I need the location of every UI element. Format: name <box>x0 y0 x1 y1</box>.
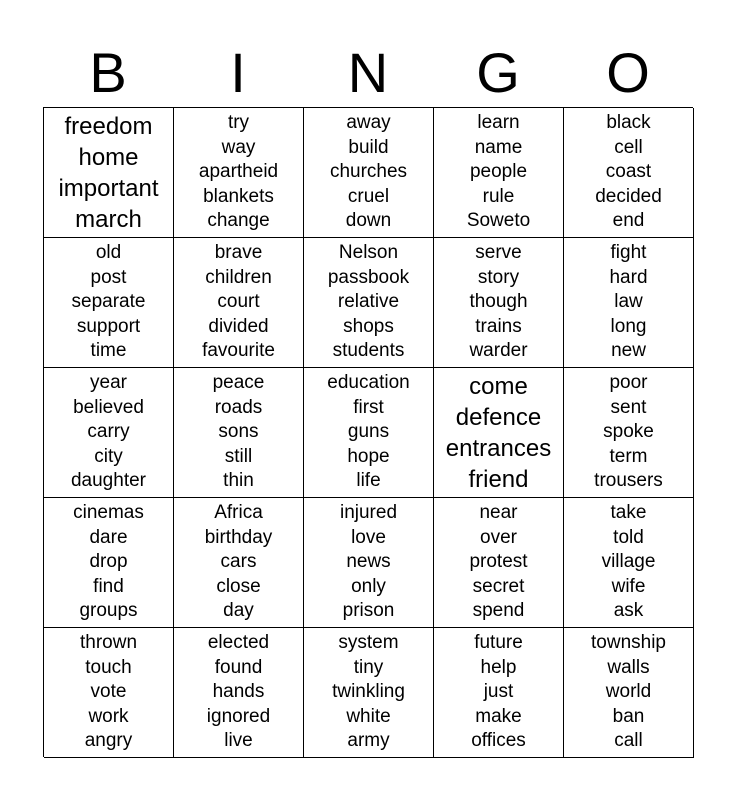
cell-word: first <box>353 396 384 418</box>
bingo-cell-r2-c2 <box>174 238 304 368</box>
bingo-cell-r5-c1 <box>44 628 174 758</box>
cell-word: city <box>94 445 123 467</box>
cell-word: daughter <box>70 470 146 492</box>
cell-word: favourite <box>202 340 275 362</box>
cell-word: offices <box>471 730 526 752</box>
cell-word: Soweto <box>466 210 531 232</box>
cell-word: name <box>474 136 523 158</box>
cell-word: guns <box>347 421 390 443</box>
cell-word: township <box>591 632 666 654</box>
bingo-cell-r5-c4 <box>434 628 564 758</box>
cell-word: serve <box>475 242 522 264</box>
bingo-cell-r4-c3 <box>304 498 434 628</box>
cell-word: try <box>227 112 250 134</box>
cell-word: poor <box>609 372 648 394</box>
cell-word: cell <box>614 136 643 158</box>
cell-word: take <box>610 502 647 524</box>
cell-word: separate <box>71 291 146 313</box>
bingo-cell-r3-c5 <box>564 368 694 498</box>
header-letter-o: O <box>606 41 650 104</box>
cell-word: blankets <box>203 185 274 207</box>
cell-word: believed <box>73 396 144 418</box>
cell-word: sent <box>610 396 647 418</box>
cell-word: life <box>356 470 381 492</box>
cell-word: touch <box>85 656 132 678</box>
cell-word: spend <box>472 600 525 622</box>
cell-word: shops <box>343 315 394 337</box>
cell-word: carry <box>87 421 130 443</box>
cell-word: come <box>469 372 528 400</box>
cell-word: apartheid <box>198 161 279 183</box>
cell-word: black <box>606 112 651 134</box>
cell-word: twinkling <box>332 681 405 703</box>
cell-word: new <box>611 340 646 362</box>
cell-word: hope <box>347 445 390 467</box>
cell-word: decided <box>595 185 662 207</box>
cell-word: live <box>224 730 253 752</box>
cell-word: friend <box>468 465 529 493</box>
bingo-cell-r3-c3 <box>304 368 434 498</box>
cell-word: spoke <box>603 421 654 443</box>
cell-word: future <box>474 632 523 654</box>
cell-word: make <box>475 705 522 727</box>
cell-word: ban <box>612 705 645 727</box>
cell-word: ask <box>613 600 644 622</box>
cell-word: support <box>76 315 141 337</box>
cell-word: told <box>613 526 644 548</box>
cell-word: drop <box>89 551 128 573</box>
cell-word: prison <box>342 600 395 622</box>
cell-word: hard <box>609 266 648 288</box>
bingo-header <box>43 40 693 106</box>
cell-word: important <box>58 174 159 202</box>
cell-word: freedom <box>64 112 153 140</box>
cell-word: trains <box>475 315 522 337</box>
cell-word: close <box>216 575 261 597</box>
cell-word: sons <box>218 421 259 443</box>
cell-word: roads <box>214 396 263 418</box>
cell-word: day <box>223 600 254 622</box>
cell-word: though <box>469 291 528 313</box>
cell-word: angry <box>84 730 133 752</box>
bingo-cell-r1-c4 <box>434 108 564 238</box>
cell-word: ignored <box>206 705 271 727</box>
bingo-cell-r4-c1 <box>44 498 174 628</box>
cell-word: passbook <box>327 266 410 288</box>
cell-word: near <box>479 502 518 524</box>
cell-word: wife <box>611 575 646 597</box>
cell-word: court <box>217 291 260 313</box>
cell-word: brave <box>214 242 263 264</box>
cell-word: build <box>348 136 389 158</box>
cell-word: defence <box>455 403 542 431</box>
cell-word: students <box>332 340 405 362</box>
cell-word: story <box>477 266 520 288</box>
cell-word: Africa <box>214 502 263 524</box>
cell-word: law <box>614 291 643 313</box>
cell-word: only <box>351 575 386 597</box>
cell-word: found <box>214 656 263 678</box>
cell-word: call <box>614 730 643 752</box>
cell-word: trousers <box>594 470 663 492</box>
bingo-cell-r1-c1 <box>44 108 174 238</box>
cell-word: children <box>205 266 272 288</box>
cell-word: thrown <box>79 632 138 654</box>
cell-word: away <box>346 112 391 134</box>
cell-word: news <box>346 551 391 573</box>
cell-word: world <box>605 681 652 703</box>
bingo-cell-r1-c5 <box>564 108 694 238</box>
cell-word: home <box>78 143 139 171</box>
cell-word: vote <box>90 681 127 703</box>
cell-word: cruel <box>347 185 390 207</box>
cell-word: tiny <box>353 656 384 678</box>
cell-word: find <box>93 575 124 597</box>
cell-word: just <box>483 681 514 703</box>
cell-word: village <box>601 551 656 573</box>
bingo-cell-r4-c4 <box>434 498 564 628</box>
cell-word: rule <box>482 185 515 207</box>
cell-word: long <box>610 315 647 337</box>
cell-word: old <box>95 242 122 264</box>
header-letter-g: G <box>476 41 520 104</box>
cell-word: cinemas <box>73 502 144 524</box>
bingo-card-grid <box>43 107 693 757</box>
cell-word: learn <box>477 112 520 134</box>
bingo-cell-r5-c5 <box>564 628 694 758</box>
cell-word: system <box>338 632 399 654</box>
bingo-cell-r2-c4 <box>434 238 564 368</box>
cell-word: post <box>90 266 127 288</box>
cell-word: thin <box>223 470 254 492</box>
cell-word: end <box>612 210 645 232</box>
bingo-cell-r3-c2 <box>174 368 304 498</box>
cell-word: march <box>75 205 142 233</box>
cell-word: walls <box>607 656 650 678</box>
bingo-cell-r2-c3 <box>304 238 434 368</box>
bingo-cell-r2-c5 <box>564 238 694 368</box>
cell-word: peace <box>212 372 265 394</box>
cell-word: fight <box>610 242 647 264</box>
cell-word: term <box>609 445 648 467</box>
header-letter-b: B <box>89 41 127 104</box>
cell-word: injured <box>339 502 398 524</box>
bingo-cell-r4-c5 <box>564 498 694 628</box>
cell-word: secret <box>472 575 525 597</box>
cell-word: relative <box>337 291 400 313</box>
cell-word: work <box>88 705 129 727</box>
bingo-cell-r5-c2 <box>174 628 304 758</box>
cell-word: birthday <box>204 526 273 548</box>
cell-word: groups <box>79 600 138 622</box>
cell-word: hands <box>212 681 265 703</box>
cell-word: divided <box>208 315 269 337</box>
cell-word: coast <box>605 161 652 183</box>
cell-word: education <box>327 372 410 394</box>
cell-word: time <box>90 340 127 362</box>
bingo-cell-r5-c3 <box>304 628 434 758</box>
bingo-cell-r3-c4 <box>434 368 564 498</box>
cell-word: cars <box>220 551 257 573</box>
cell-word: warder <box>469 340 528 362</box>
bingo-cell-r4-c2 <box>174 498 304 628</box>
cell-word: entrances <box>445 434 552 462</box>
bingo-cell-r1-c3 <box>304 108 434 238</box>
cell-word: still <box>224 445 253 467</box>
bingo-cell-r3-c1 <box>44 368 174 498</box>
header-letter-n: N <box>347 41 389 104</box>
cell-word: white <box>346 705 391 727</box>
cell-word: army <box>347 730 390 752</box>
cell-word: elected <box>207 632 270 654</box>
cell-word: protest <box>469 551 528 573</box>
cell-word: down <box>345 210 392 232</box>
cell-word: dare <box>89 526 128 548</box>
bingo-cell-r1-c2 <box>174 108 304 238</box>
cell-word: help <box>480 656 517 678</box>
cell-word: churches <box>329 161 408 183</box>
cell-word: change <box>207 210 270 232</box>
cell-word: year <box>90 372 127 394</box>
cell-word: Nelson <box>338 242 399 264</box>
bingo-cell-r2-c1 <box>44 238 174 368</box>
cell-word: way <box>221 136 256 158</box>
header-letter-i: I <box>230 41 246 104</box>
cell-word: people <box>469 161 528 183</box>
cell-word: over <box>480 526 517 548</box>
cell-word: love <box>351 526 386 548</box>
